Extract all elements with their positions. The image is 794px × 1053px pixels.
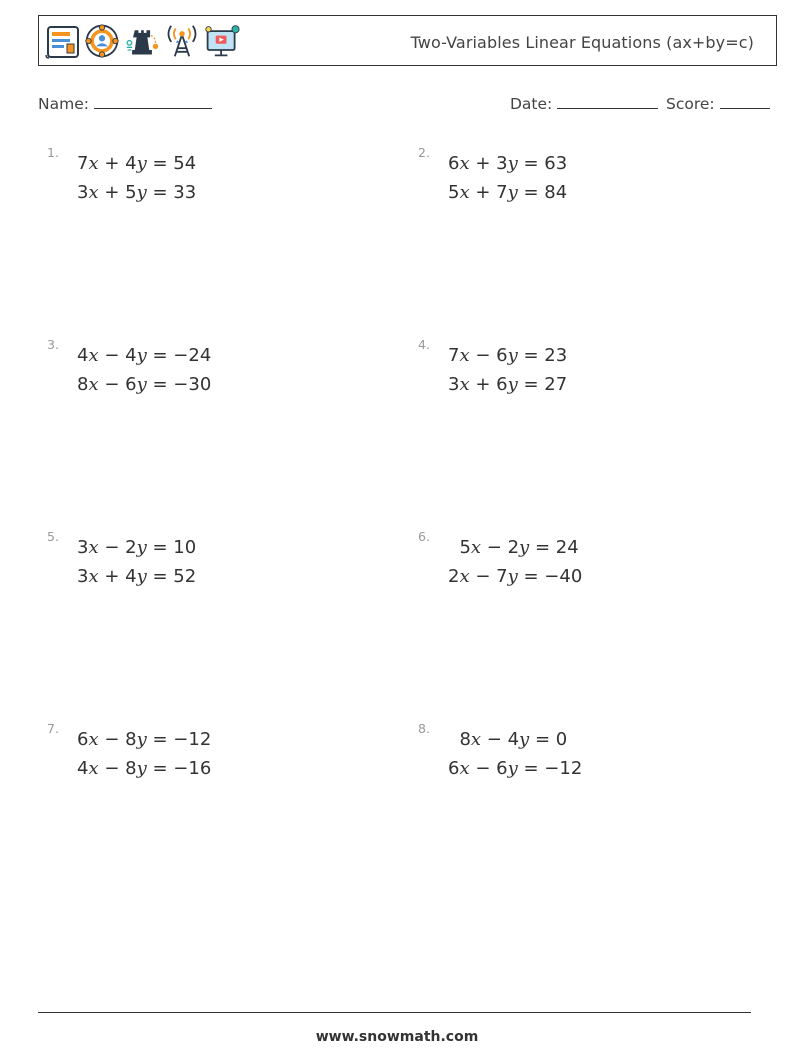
lifebuoy-user-icon (84, 21, 120, 61)
equation-term: + 6 (469, 374, 508, 395)
problem-number: 7. (47, 721, 59, 736)
footer-divider (38, 1012, 751, 1013)
equation-term: = −40 (517, 566, 583, 587)
equation-term: = 10 (146, 537, 197, 558)
problem-2 (418, 145, 718, 225)
problem-number: 1. (47, 145, 59, 160)
variable-y: y (136, 729, 147, 750)
equation-term: 5 (448, 182, 460, 203)
equation-term: = 33 (146, 182, 197, 203)
problem-number: 5. (47, 529, 59, 544)
equation-1 (77, 345, 211, 366)
variable-x: x (88, 153, 99, 174)
variable-x: x (88, 374, 99, 395)
problem-number: 8. (418, 721, 430, 736)
variable-x: x (470, 537, 482, 558)
equation-term: 3 (77, 182, 89, 203)
equation-2 (77, 758, 211, 779)
name-blank-line[interactable] (94, 94, 212, 109)
equation-1 (448, 153, 567, 174)
variable-y: y (136, 566, 147, 587)
equation-term: − 6 (469, 345, 508, 366)
equation-term: − 2 (481, 537, 520, 558)
problem-number: 6. (418, 529, 430, 544)
chess-rook-icon (124, 21, 160, 61)
equation-2 (77, 182, 196, 203)
variable-x: x (88, 566, 99, 587)
variable-x: x (470, 729, 482, 750)
problem-number: 4. (418, 337, 430, 352)
problem-5 (47, 529, 347, 609)
equation-term: − 4 (481, 729, 520, 750)
equation-1 (448, 345, 567, 366)
equation-term: − 6 (98, 374, 137, 395)
problem-number: 2. (418, 145, 430, 160)
variable-y: y (507, 182, 518, 203)
variable-y: y (136, 182, 147, 203)
equation-term: − 2 (98, 537, 137, 558)
equation-term: = 0 (529, 729, 568, 750)
equation-term: + 4 (98, 566, 137, 587)
equation-term: − 4 (98, 345, 137, 366)
equation-term: 8 (448, 729, 471, 750)
equation-term: = 63 (517, 153, 568, 174)
name-label: Name: (38, 95, 89, 113)
equation-term: = −30 (146, 374, 212, 395)
equation-term: = 84 (517, 182, 568, 203)
variable-y: y (136, 345, 147, 366)
equation-term: = 52 (146, 566, 197, 587)
equation-term: − 8 (98, 729, 137, 750)
equation-term: 4 (77, 758, 89, 779)
equation-term: = 24 (529, 537, 579, 558)
variable-x: x (459, 566, 470, 587)
variable-x: x (459, 182, 470, 203)
equation-term: 7 (77, 153, 89, 174)
equation-1 (77, 537, 196, 558)
equation-1 (77, 729, 211, 750)
equation-2 (448, 182, 567, 203)
variable-x: x (459, 345, 470, 366)
variable-y: y (519, 729, 530, 750)
variable-y: y (136, 374, 147, 395)
problem-1 (47, 145, 347, 225)
problem-number: 3. (47, 337, 59, 352)
equation-2 (77, 374, 211, 395)
problem-7 (47, 721, 347, 801)
equation-term: 2 (448, 566, 460, 587)
variable-x: x (459, 758, 470, 779)
radio-tower-icon (164, 21, 200, 61)
equation-term: 3 (77, 537, 89, 558)
newspaper-icon (44, 21, 80, 61)
footer-website[interactable]: www.snowmath.com (315, 1029, 479, 1045)
variable-y: y (136, 537, 147, 558)
variable-x: x (88, 345, 99, 366)
equation-2 (448, 566, 582, 587)
score-blank-line[interactable] (720, 94, 770, 109)
equation-1 (448, 729, 567, 750)
equation-term: = −12 (146, 729, 212, 750)
equation-term: 3 (448, 374, 460, 395)
name-field[interactable] (38, 94, 212, 113)
equation-term: = 54 (146, 153, 197, 174)
problem-6 (418, 529, 718, 609)
equation-term: = −24 (146, 345, 212, 366)
equation-term: 7 (448, 345, 460, 366)
variable-y: y (136, 153, 147, 174)
equation-2 (448, 374, 567, 395)
equation-term: = 23 (517, 345, 568, 366)
equation-term: 6 (77, 729, 89, 750)
variable-y: y (507, 153, 518, 174)
equation-term: − 7 (469, 566, 508, 587)
variable-x: x (88, 182, 99, 203)
variable-x: x (459, 374, 470, 395)
equation-term: 6 (448, 758, 460, 779)
variable-y: y (507, 566, 518, 587)
equation-term: + 5 (98, 182, 137, 203)
equation-2 (448, 758, 582, 779)
score-label: Score: (666, 95, 715, 113)
equation-term: + 4 (98, 153, 137, 174)
monitor-video-icon (204, 21, 240, 61)
equation-term: − 6 (469, 758, 508, 779)
equation-term: 4 (77, 345, 89, 366)
equation-term: 5 (448, 537, 471, 558)
variable-y: y (507, 758, 518, 779)
equation-term: = 27 (517, 374, 568, 395)
variable-x: x (88, 758, 99, 779)
header-icons (44, 20, 240, 62)
equation-2 (77, 566, 196, 587)
equation-term: + 7 (469, 182, 508, 203)
equation-term: = −16 (146, 758, 212, 779)
variable-x: x (88, 537, 99, 558)
date-blank-line[interactable] (557, 94, 658, 109)
equation-term: − 8 (98, 758, 137, 779)
variable-x: x (459, 153, 470, 174)
equation-1 (77, 153, 196, 174)
equation-term: 8 (77, 374, 89, 395)
variable-y: y (519, 537, 530, 558)
worksheet-header (38, 15, 777, 66)
variable-y: y (136, 758, 147, 779)
variable-x: x (88, 729, 99, 750)
worksheet-title: Two-Variables Linear Equations (ax+by=c) (410, 33, 754, 52)
equation-term: 6 (448, 153, 460, 174)
problem-8 (418, 721, 718, 801)
score-field[interactable] (666, 94, 770, 113)
problem-4 (418, 337, 718, 417)
equation-term: = −12 (517, 758, 583, 779)
equation-1 (448, 537, 579, 558)
date-label: Date: (510, 95, 553, 113)
variable-y: y (507, 374, 518, 395)
date-field[interactable] (510, 94, 658, 113)
problem-3 (47, 337, 347, 417)
equation-term: 3 (77, 566, 89, 587)
variable-y: y (507, 345, 518, 366)
equation-term: + 3 (469, 153, 508, 174)
